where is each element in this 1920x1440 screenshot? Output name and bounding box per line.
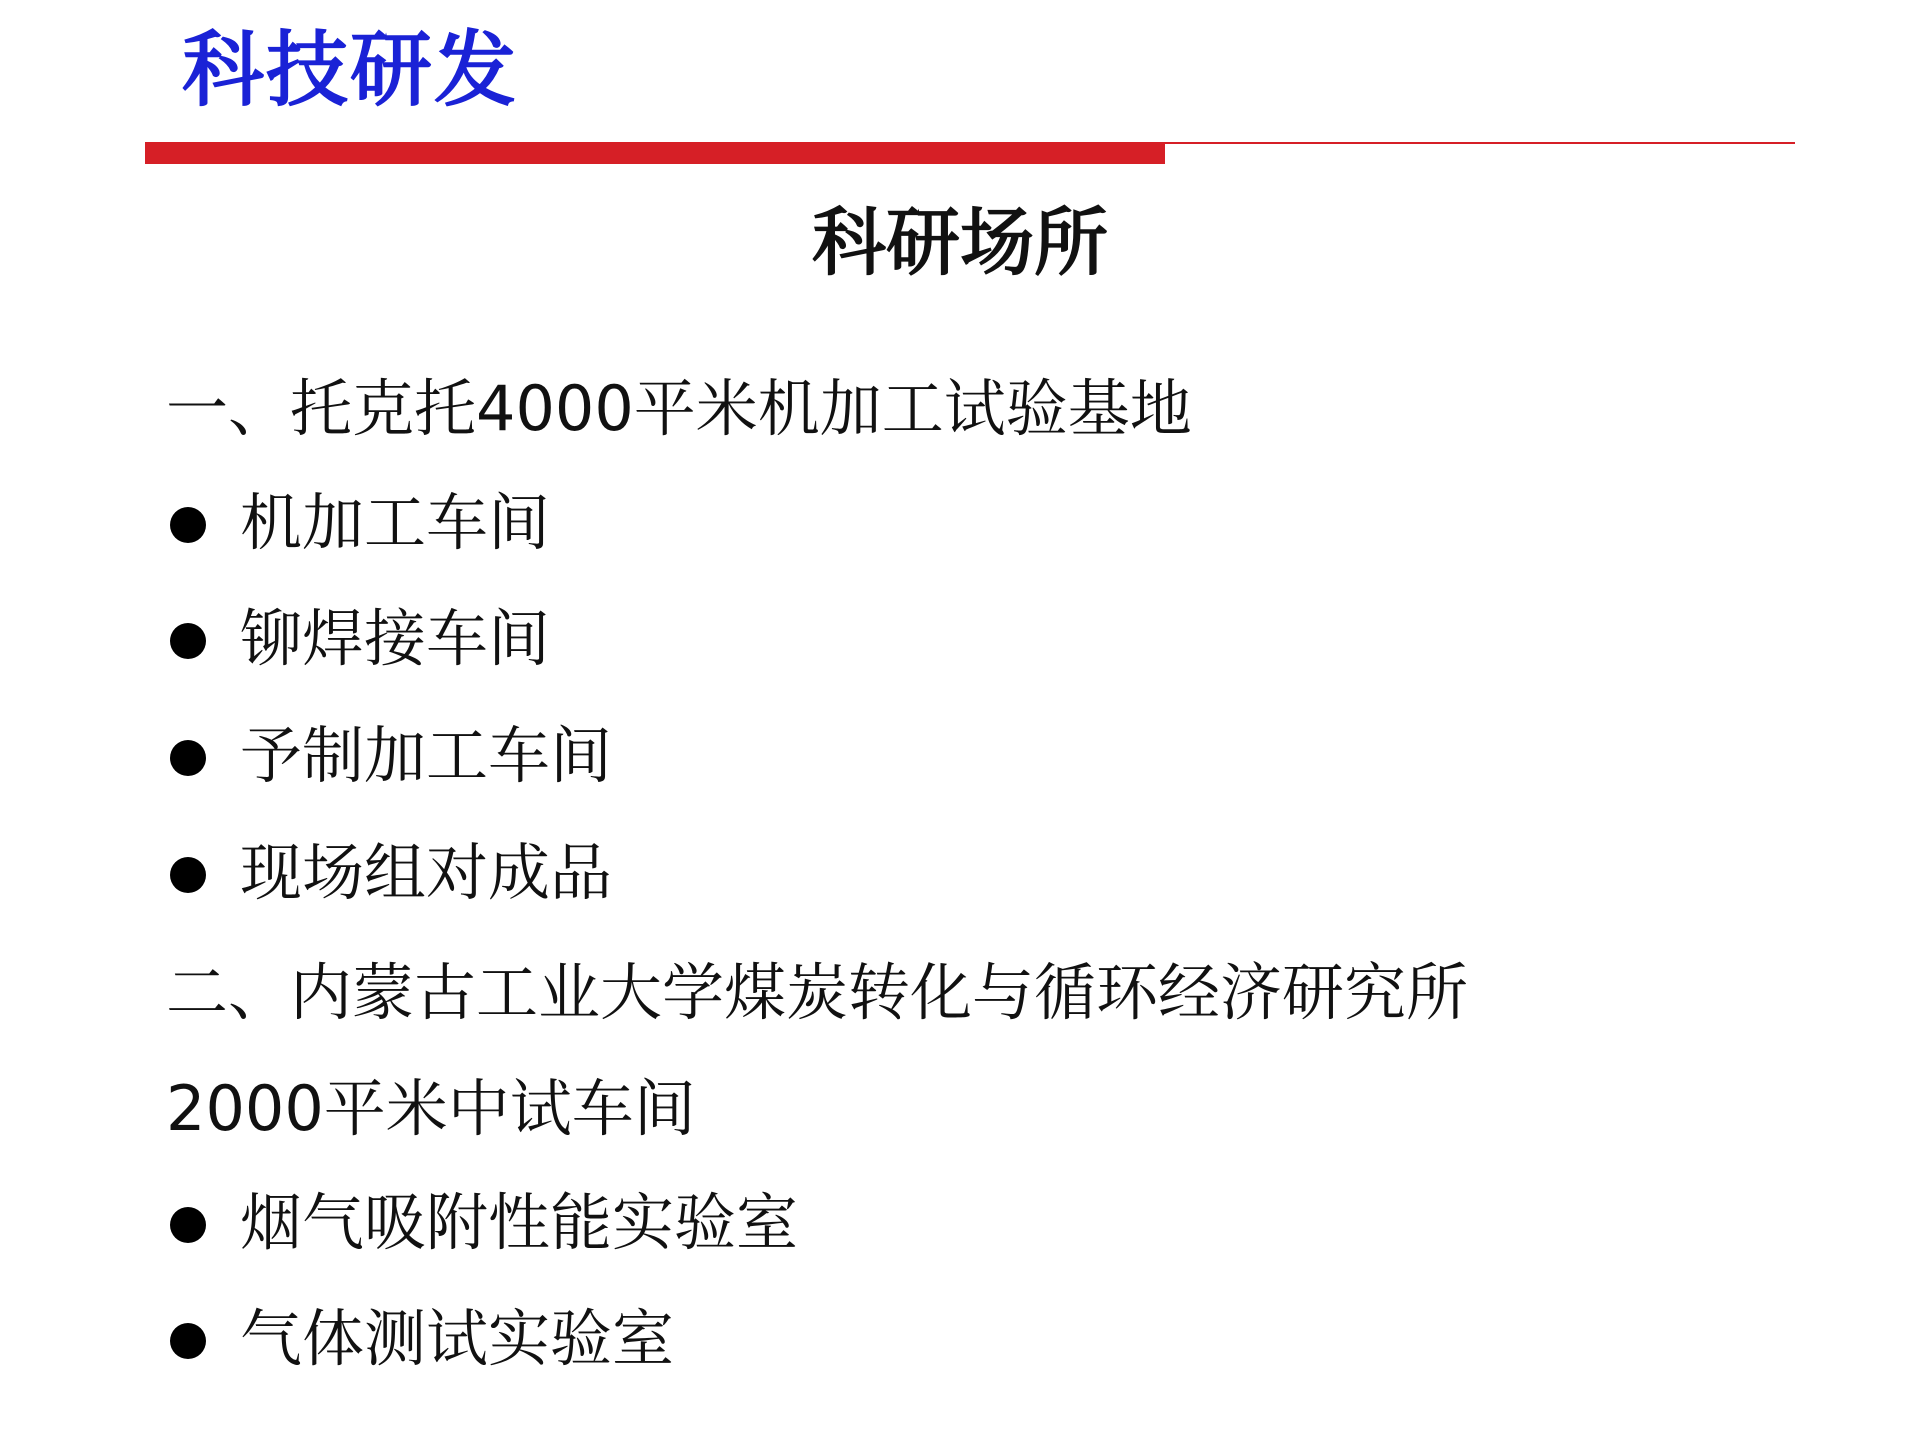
item1-heading: 一、托克托4000平米机加工试验基地 <box>166 372 1192 445</box>
bullet-icon <box>170 623 206 659</box>
bullet-icon <box>170 857 206 893</box>
bullet-icon <box>170 740 206 776</box>
list-item-label: 予制加工车间 <box>240 719 613 792</box>
section-title: 科研场所 <box>812 200 1108 286</box>
bullet-icon <box>170 507 206 543</box>
slide-header-title: 科技研发 <box>182 23 519 118</box>
list-item-label: 气体测试实验室 <box>240 1302 675 1375</box>
bullet-icon <box>170 1207 206 1243</box>
list-item-label: 铆焊接车间 <box>240 602 551 675</box>
item2-heading: 二、内蒙古工业大学煤炭转化与循环经济研究所 <box>166 956 1469 1029</box>
header-rule-thin <box>1165 142 1795 144</box>
list-item-label: 现场组对成品 <box>240 836 613 909</box>
item2-subheading: 2000平米中试车间 <box>166 1072 696 1145</box>
bullet-icon <box>170 1323 206 1359</box>
list-item-label: 烟气吸附性能实验室 <box>240 1186 799 1259</box>
list-item-label: 机加工车间 <box>240 486 551 559</box>
header-rule-thick <box>145 142 1165 164</box>
